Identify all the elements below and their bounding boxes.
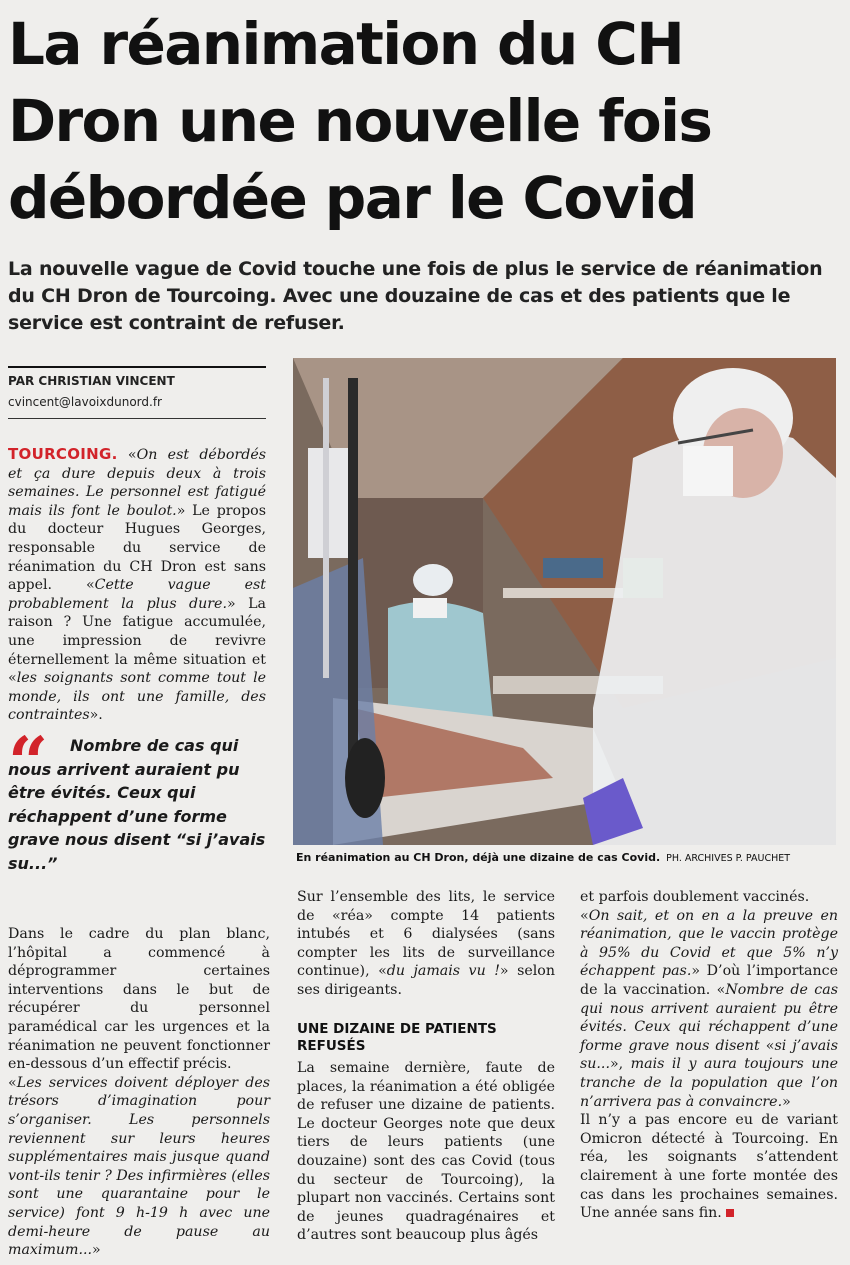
paragraph: Dans le cadre du plan blanc, l’hôpital a commencé à déprogrammer certaines interventions dans le but de récupérer du personnel paramédical car les urgences et la réanimation ne peuvent fonctionner en-dessous d’un effectif précis. [8, 926, 270, 1073]
column-3 [580, 888, 838, 1223]
paragraph: et parfois doublement vaccinés. [580, 889, 810, 905]
byline: PAR CHRISTIAN VINCENT [8, 374, 175, 388]
pull-quote-text: Nombre de cas qui nous arrivent auraient pu être évités. Ceux qui réchappent d’une forme grave nous disent “si j’avais su...” [8, 736, 266, 873]
paragraph: TOURCOING. «On est débordés et ça dure depuis deux à trois semaines. Le personnel est fatigué mais ils font le boulot.» Le propos du docteur Hugues Georges, responsable du service de réanimation du CH Dron est sans appel. «Cette vague est probablement la plus dure.» La raison ? Une fatigue accumulée, une impression de revivre éternellement la même situation et «les soignants sont comme tout le monde, ils ont une famille, des contraintes». [8, 445, 267, 724]
column-2-bottom [297, 1059, 555, 1245]
dateline: TOURCOING. [8, 445, 118, 463]
byline-rule [8, 366, 266, 368]
paragraph: La semaine dernière, faute de places, la réanimation a été obligée de refuser une dizaine de patients. Le docteur Georges note que deux tiers de leurs patients (une douzaine) sont des cas Covid (tous du secteur de Tourcoing), la plupart non vaccinés. Certains sont de jeunes quadragénaires et d’autres sont beaucoup plus âgés [297, 1060, 555, 1244]
author-email[interactable]: cvincent@lavoixdunord.fr [8, 395, 162, 409]
photo-credit: PH. ARCHIVES P. PAUCHET [666, 853, 791, 864]
byline-divider [8, 418, 266, 419]
paragraph: Sur l’ensemble des lits, le service de «réa» compte 14 patients intubés et 6 dialysées (sans compter les lits de surveillance continue), «du jamais vu !» selon ses dirigeants. [297, 889, 555, 998]
paragraph: «Les services doivent déployer des trésors d’imagination pour s’organiser. Les personnels reviennent sur leurs heures supplémentaires mais jusque quand vont-ils tenir ? Des infirmières (elles sont une quarantaine pour le service) font 9 h-19 h avec une demi-heure de pause au maximum...» [8, 1074, 270, 1259]
headline: La réanimation du CH Dron une nouvelle fois débordée par le Covid [8, 10, 712, 232]
caption-text: En réanimation au CH Dron, déjà une dizaine de cas Covid. [296, 851, 661, 864]
column-1-top [8, 445, 266, 725]
subheading: UNE DIZAINE DE PATIENTS REFUSÉS [297, 1021, 497, 1054]
paragraph: «On sait, et on en a la preuve en réanimation, que le vaccin protège à 95% du Covid et que 5% n’y échappent pas.» D’où l’importance de la vaccination. «Nombre de cas qui nous arrivent auraient pu être évités. Ceux qui réchappent d’une forme grave nous disent «si j’avais su...», mais il y aura toujours une tranche de la population que l’on n’arrivera pas à convaincre.» [580, 907, 838, 1110]
column-1-bottom [8, 925, 270, 1260]
article-photo [293, 358, 836, 845]
lead-paragraph: La nouvelle vague de Covid touche une fois de plus le service de réanimation du CH Dron de Tourcoing. Avec une douzaine de cas et des patients que le service est contraint de refuser. [8, 258, 823, 334]
photo-caption [296, 851, 838, 864]
end-mark-icon [726, 1209, 734, 1217]
quote-mark-icon: “ [8, 721, 49, 804]
paragraph: Il n’y a pas encore eu de variant Omicron détecté à Tourcoing. En réa, les soignants s’attendent clairement à une forte montée des cas dans les prochaines semaines. Une année sans fin. [580, 1112, 838, 1222]
column-2 [297, 888, 555, 1000]
pull-quote [8, 721, 270, 875]
